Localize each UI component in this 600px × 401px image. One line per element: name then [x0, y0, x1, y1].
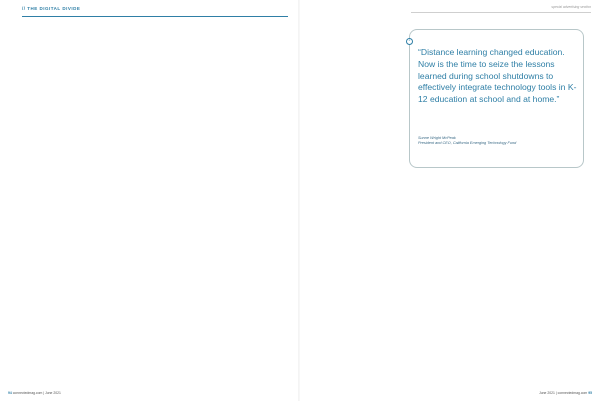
footer-left-text: connectedmag.com | June 2021	[12, 391, 61, 395]
article-column-2	[110, 18, 190, 374]
advertising-section-tag: special advertising section	[551, 5, 591, 9]
pullquote-text: “Distance learning changed education. Now is the time to seize the lessons learned during school shutdowns to effectively integrate technology tools in K-12 education at school and at home.”	[418, 47, 577, 105]
footer-right-text: June 2021 | connectedmag.com	[539, 391, 588, 395]
page-number-right: 95	[588, 391, 592, 395]
article-column-1	[22, 18, 99, 374]
attribution-name: Sunne Wright McPeak	[418, 136, 456, 140]
article-column-3	[201, 18, 282, 374]
footer-right	[539, 391, 592, 395]
right-page	[300, 0, 600, 401]
footer-left	[8, 391, 61, 395]
attribution-title: President and CEO, California Emerging Technology Fund	[418, 140, 517, 145]
header-rule	[22, 16, 288, 17]
section-header	[22, 6, 288, 14]
page-number-left: 94	[8, 391, 12, 395]
pullquote-attribution	[418, 136, 578, 146]
section-tag: // THE DIGITAL DIVIDE	[22, 6, 81, 11]
quote-icon: “	[406, 38, 413, 45]
corner-rule	[411, 12, 591, 13]
